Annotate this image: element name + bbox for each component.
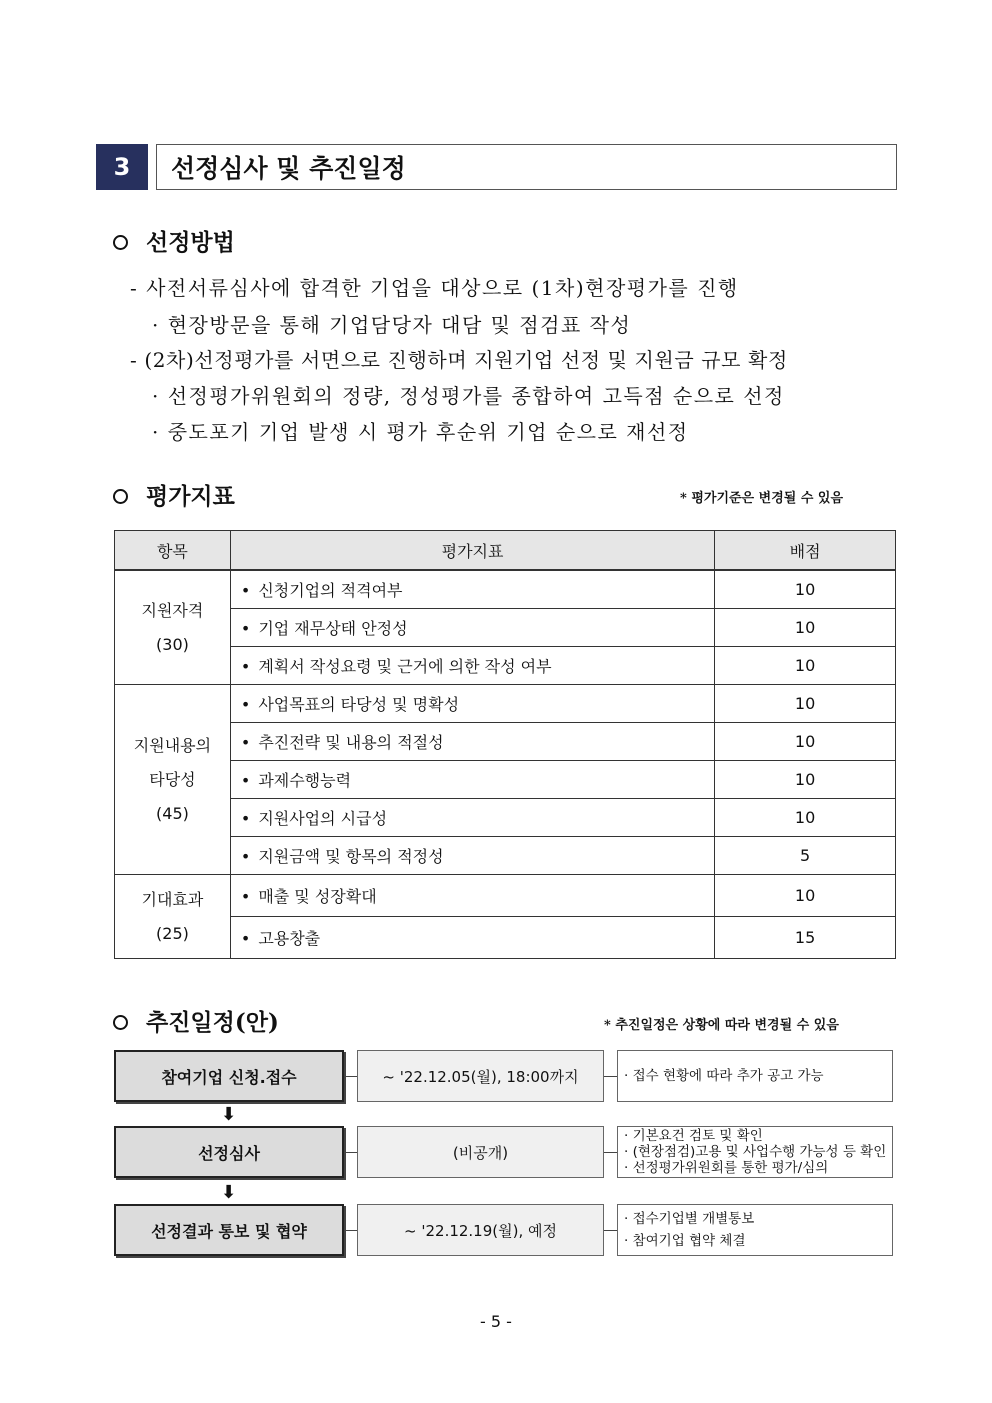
header-indicator: 평가지표	[230, 531, 714, 571]
indicator-cell: • 추진전략 및 내용의 적절성	[230, 723, 714, 761]
method-line-3: - (2차)선정평가를 서면으로 진행하며 지원기업 선정 및 지원금 규모 확정	[130, 348, 788, 372]
schedule-step-1: 참여기업 신청.접수	[114, 1050, 344, 1102]
category-cell: 지원자격 (30)	[115, 570, 231, 685]
connector-line	[604, 1230, 617, 1231]
category-cell: 지원내용의 타당성 (45)	[115, 685, 231, 875]
schedule-desc-3: · 접수기업별 개별통보 · 참여기업 협약 체결	[617, 1204, 893, 1256]
indicator-cell: • 신청기업의 적격여부	[230, 570, 714, 609]
schedule-step-3: 선정결과 통보 및 협약	[114, 1204, 344, 1256]
score-cell: 10	[715, 723, 896, 761]
table-row	[115, 609, 896, 647]
schedule-date-2: (비공개)	[357, 1126, 604, 1178]
arrow-down-icon: ⬇	[221, 1104, 237, 1125]
indicator-cell: • 고용창출	[230, 917, 714, 959]
table-row	[115, 917, 896, 959]
circle-bullet-icon	[113, 1015, 128, 1030]
score-cell: 10	[715, 570, 896, 609]
method-line-5: · 중도포기 기업 발생 시 평가 후순위 기업 순으로 재선정	[152, 420, 689, 444]
score-cell: 15	[715, 917, 896, 959]
connector-line	[604, 1076, 617, 1077]
section-title-text: 선정심사 및 추진일정	[171, 154, 406, 183]
table-row	[115, 875, 896, 917]
method-heading: 선정방법	[113, 224, 235, 257]
indicator-cell: • 기업 재무상태 안정성	[230, 609, 714, 647]
page-number: - 5 -	[480, 1312, 512, 1331]
indicator-cell: • 과제수행능력	[230, 761, 714, 799]
evaluation-heading: 평가지표	[113, 478, 235, 511]
table-row	[115, 685, 896, 723]
score-cell: 10	[715, 761, 896, 799]
score-cell: 10	[715, 875, 896, 917]
score-cell: 10	[715, 685, 896, 723]
schedule-step-2: 선정심사	[114, 1126, 344, 1178]
section-title	[156, 144, 897, 190]
indicator-cell: • 매출 및 성장확대	[230, 875, 714, 917]
connector-line	[346, 1230, 357, 1231]
table-header-row	[115, 531, 896, 571]
table-row	[115, 761, 896, 799]
schedule-desc-2: · 기본요건 검토 및 확인 · (현장점검)고용 및 사업수행 가능성 등 확인 · 선정평가위원회를 통한 평가/심의	[617, 1126, 893, 1178]
header-score: 배점	[715, 531, 896, 571]
connector-line	[604, 1152, 617, 1153]
score-cell: 5	[715, 837, 896, 875]
indicator-cell: • 사업목표의 타당성 및 명확성	[230, 685, 714, 723]
score-cell: 10	[715, 609, 896, 647]
circle-bullet-icon	[113, 235, 128, 250]
table-row	[115, 647, 896, 685]
indicator-cell: • 지원금액 및 항목의 적정성	[230, 837, 714, 875]
schedule-date-3: ~ '22.12.19(월), 예정	[357, 1204, 604, 1256]
section-number: 3	[96, 144, 148, 190]
category-cell: 기대효과 (25)	[115, 875, 231, 959]
score-cell: 10	[715, 647, 896, 685]
table-row	[115, 837, 896, 875]
method-line-4: · 선정평가위원회의 정량, 정성평가를 종합하여 고득점 순으로 선정	[152, 384, 785, 408]
connector-line	[346, 1076, 357, 1077]
indicator-cell: • 지원사업의 시급성	[230, 799, 714, 837]
header-category: 항목	[115, 531, 231, 571]
circle-bullet-icon	[113, 489, 128, 504]
schedule-heading: 추진일정(안)	[113, 1004, 279, 1037]
schedule-date-1: ~ '22.12.05(월), 18:00까지	[357, 1050, 604, 1102]
method-line-1: - 사전서류심사에 합격한 기업을 대상으로 (1차)현장평가를 진행	[130, 276, 739, 300]
arrow-down-icon: ⬇	[221, 1182, 237, 1203]
connector-line	[346, 1152, 357, 1153]
table-row	[115, 723, 896, 761]
evaluation-table	[114, 530, 896, 959]
method-line-2: · 현장방문을 통해 기업담당자 대담 및 점검표 작성	[152, 313, 632, 337]
indicator-cell: • 계획서 작성요령 및 근거에 의한 작성 여부	[230, 647, 714, 685]
schedule-note: * 추진일정은 상황에 따라 변경될 수 있음	[604, 1018, 839, 1033]
evaluation-note: * 평가기준은 변경될 수 있음	[680, 491, 844, 506]
score-cell: 10	[715, 799, 896, 837]
table-row	[115, 799, 896, 837]
schedule-desc-1: · 접수 현황에 따라 추가 공고 가능	[617, 1050, 893, 1102]
table-row	[115, 570, 896, 609]
